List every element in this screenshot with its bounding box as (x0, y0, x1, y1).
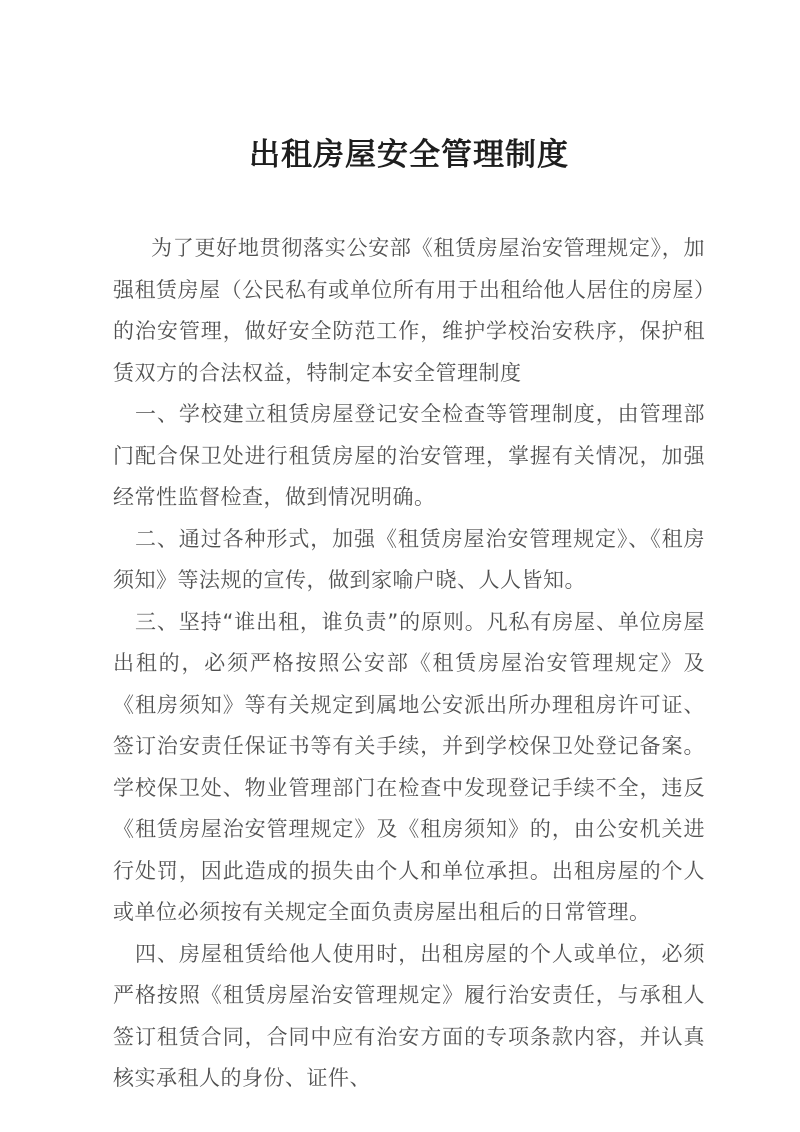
document-title: 出租房屋安全管理制度 (249, 137, 569, 172)
paragraph: 四、房屋租赁给他人使用时，出租房屋的个人或单位，必须严格按照《租赁房屋治安管理规定》履行治安责任，与承租人签订租赁合同，合同中应有治安方面的专项条款内容，并认真核实承租人的身份、证件、 (113, 941, 705, 1090)
document-body (113, 228, 705, 1100)
paragraph: 三、坚持“谁出租，谁负责”的原则。凡私有房屋、单位房屋出租的，必须严格按照公安部《租赁房屋治安管理规定》及《租房须知》等有关规定到属地公安派出所办理租房许可证、签订治安责任保证书等有关手续，并到学校保卫处登记备案。学校保卫处、物业管理部门在检查中发现登记手续不全，违反《租赁房屋治安管理规定》及《租房须知》的，由公安机关进行处罚，因此造成的损失由个人和单位承担。出租房屋的个人或单位必须按有关规定全面负责房屋出租后的日常管理。 (113, 609, 705, 924)
paragraph: 为了更好地贯彻落实公安部《租赁房屋治安管理规定》，加强租赁房屋（公民私有或单位所有用于出租给他人居住的房屋）的治安管理，做好安全防范工作，维护学校治安秩序，保护租赁双方的合法权益，特制定本安全管理制度 (113, 236, 705, 385)
paragraph: 一、学校建立租赁房屋登记安全检查等管理制度，由管理部门配合保卫处进行租赁房屋的治安管理，掌握有关情况，加强经常性监督检查，做到情况明确。 (113, 402, 705, 509)
paragraph: 二、通过各种形式，加强《租赁房屋治安管理规定》、《租房须知》等法规的宣传，做到家喻户晓、人人皆知。 (113, 526, 705, 592)
